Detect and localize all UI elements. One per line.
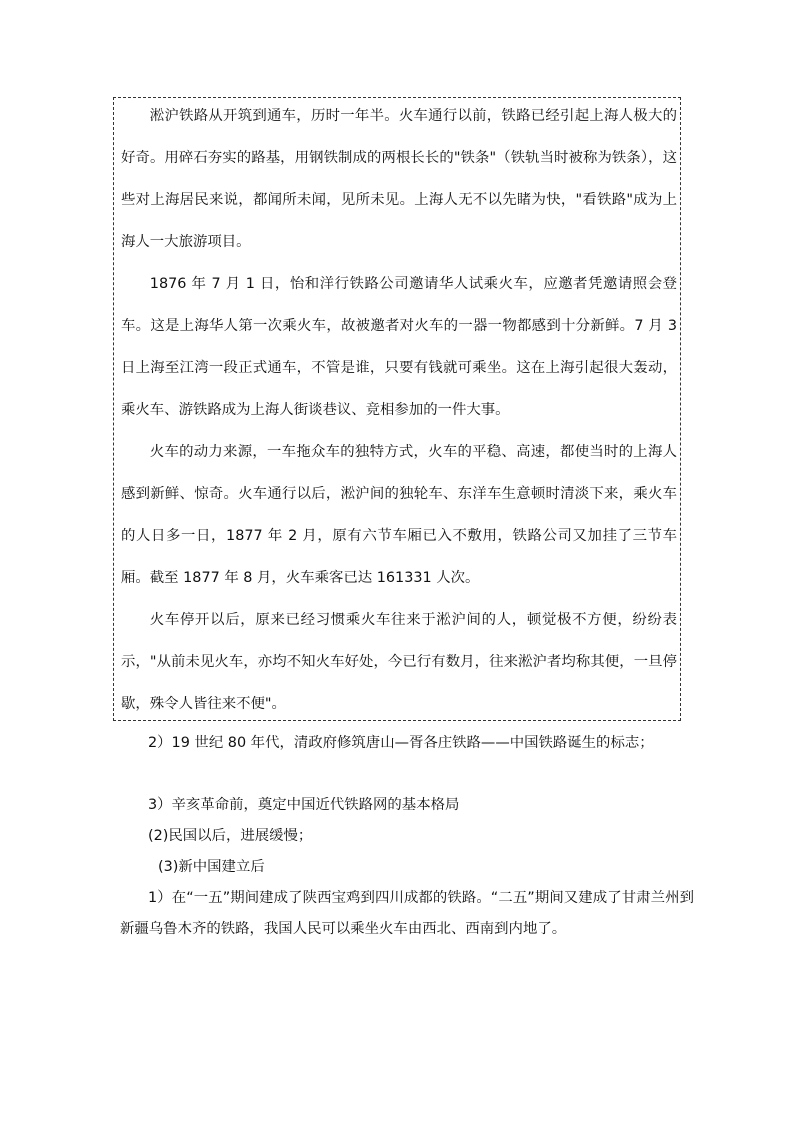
outline-item-3: 3）辛亥革命前，奠定中国近代铁路网的基本格局 — [148, 797, 460, 813]
box-paragraph-1: 淞沪铁路从开筑到通车，历时一年半。火车通行以前，铁路已经引起上海人极大的好奇。用碎石夯实的路基，用钢铁制成的两根长长的"铁条"（铁轨当时被称为铁条），这些对上海居民来说，都闻所未闻，见所未见。上海人无不以先睹为快，"看铁路"成为上海人一大旅游项目。 — [121, 108, 677, 250]
box-paragraph-4: 火车停开以后，原来已经习惯乘火车往来于淞沪间的人，顿觉极不方便，纷纷表示，"从前未见火车，亦均不知火车好处，今已行有数月，往来淞沪者均称其便，一旦停歇，殊令人皆往来不便"。 — [121, 612, 677, 712]
box-paragraph-2: 1876 年 7 月 1 日，怡和洋行铁路公司邀请华人试乘火车，应邀者凭邀请照会登车。这是上海华人第一次乘火车，故被邀者对火车的一器一物都感到十分新鲜。7 月 3 日上海至江湾一段正式通车，不管是谁，只要有钱就可乘坐。这在上海引起很大轰动，乘火车、游铁路成为上海人街谈巷议、竞相参加的一件大事。 — [121, 276, 677, 418]
outline-item-1: 1）在“一五”期间建成了陕西宝鸡到四川成都的铁路。“二五”期间又建成了甘肃兰州到新疆乌鲁木齐的铁路，我国人民可以乘坐火车由西北、西南到内地了。 — [120, 890, 694, 937]
quoted-material-box — [113, 97, 681, 721]
outline-section-3: (3)新中国建立后 — [158, 859, 265, 875]
outline-section-2: (2)民国以后，进展缓慢； — [148, 828, 313, 844]
outline-item-2: 2）19 世纪 80 年代，清政府修筑唐山—胥各庄铁路——中国铁路诞生的标志； — [148, 735, 654, 751]
box-paragraph-3: 火车的动力来源，一车拖众车的独特方式，火车的平稳、高速，都使当时的上海人感到新鲜、惊奇。火车通行以后，淞沪间的独轮车、东洋车生意顿时清淡下来，乘火车的人日多一日，1877 年 2 月，原有六节车厢已入不敷用，铁路公司又加挂了三节车厢。截至 1877 年 8 月，火车乘客已达 161331 人次。 — [121, 444, 677, 586]
